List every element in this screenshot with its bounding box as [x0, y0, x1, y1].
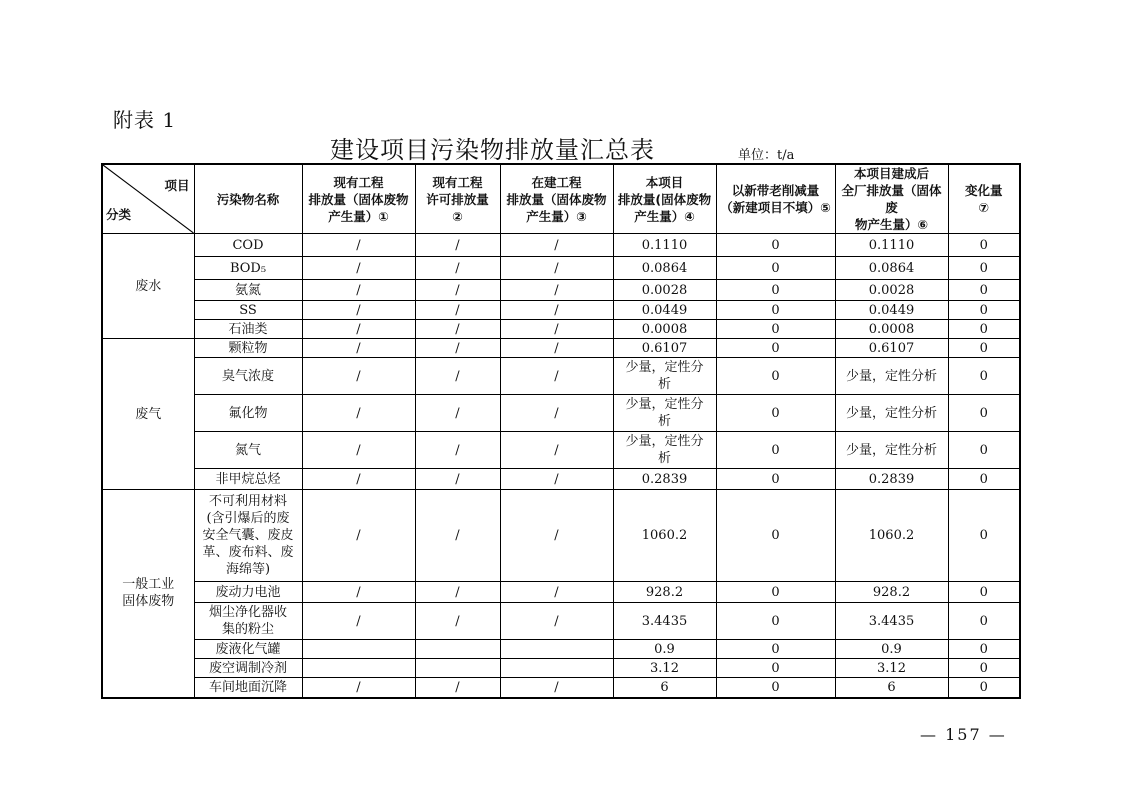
table-cell: 3.12: [613, 659, 716, 678]
table-cell: /: [302, 301, 415, 320]
pollutant-name: 废动力电池: [194, 582, 302, 603]
table-cell: 1060.2: [835, 490, 948, 582]
table-cell: /: [500, 234, 613, 257]
table-cell: /: [500, 339, 613, 358]
table-cell: 0: [948, 234, 1020, 257]
table-cell: 0.9: [613, 640, 716, 659]
table-cell: 0: [716, 603, 835, 640]
table-row: [102, 257, 1020, 280]
header-item-label: 项目: [164, 178, 190, 193]
table-cell: 0: [716, 659, 835, 678]
table-cell: /: [500, 678, 613, 698]
table-cell: 0.0028: [835, 280, 948, 301]
table-cell: 少量，定性分析: [835, 395, 948, 432]
table-cell: /: [500, 280, 613, 301]
table-cell: /: [302, 678, 415, 698]
pollutant-name: 氨氮: [194, 280, 302, 301]
header-existing-emission: 现有工程 排放量（固体废物 产生量）①: [302, 164, 415, 234]
table-cell: 6: [613, 678, 716, 698]
table-cell: /: [302, 339, 415, 358]
table-cell: /: [302, 234, 415, 257]
table-cell: 0: [948, 603, 1020, 640]
pollutant-name: COD: [194, 234, 302, 257]
header-diagonal-cell: [102, 164, 194, 234]
table-cell: 0.0449: [613, 301, 716, 320]
page-number: — 157 —: [920, 725, 1007, 744]
table-cell: [415, 659, 500, 678]
table-cell: [302, 659, 415, 678]
table-row: [102, 358, 1020, 395]
table-cell: 0: [948, 469, 1020, 490]
table-cell: /: [415, 490, 500, 582]
header-reduction: 以新带老削减量 （新建项目不填）⑤: [716, 164, 835, 234]
table-cell: 0.0008: [835, 320, 948, 339]
table-cell: /: [500, 358, 613, 395]
table-cell: 0: [716, 301, 835, 320]
header-pollutant: 污染物名称: [194, 164, 302, 234]
table-cell: /: [415, 395, 500, 432]
table-cell: 0.2839: [613, 469, 716, 490]
appendix-label: 附表 1: [113, 108, 177, 132]
table-cell: /: [500, 603, 613, 640]
table-cell: 0: [948, 358, 1020, 395]
group-waste-gas: 废气: [102, 339, 194, 490]
table-cell: /: [500, 432, 613, 469]
pollutant-summary-table: [101, 163, 1021, 699]
table-cell: 0: [716, 582, 835, 603]
table-cell: /: [500, 490, 613, 582]
table-cell: /: [415, 301, 500, 320]
table-row: [102, 395, 1020, 432]
table-cell: 928.2: [613, 582, 716, 603]
table-cell: /: [500, 582, 613, 603]
table-row: [102, 640, 1020, 659]
table-cell: /: [500, 395, 613, 432]
header-this-project: 本项目 排放量(固体废物 产生量）④: [613, 164, 716, 234]
table-cell: /: [415, 603, 500, 640]
table-cell: /: [302, 320, 415, 339]
table-cell: 0: [716, 469, 835, 490]
pollutant-name: 颗粒物: [194, 339, 302, 358]
table-cell: 0: [948, 280, 1020, 301]
pollutant-name: 氟化物: [194, 395, 302, 432]
table-cell: 928.2: [835, 582, 948, 603]
table-cell: /: [302, 469, 415, 490]
pollutant-name: 不可利用材料 (含引爆后的废 安全气囊、废皮 革、废布料、废 海绵等): [194, 490, 302, 582]
table-cell: 少量，定性分析: [835, 432, 948, 469]
table-cell: /: [500, 469, 613, 490]
table-cell: 0: [948, 301, 1020, 320]
table-cell: /: [302, 395, 415, 432]
table-cell: [500, 640, 613, 659]
table-cell: 0: [716, 234, 835, 257]
table-cell: /: [500, 320, 613, 339]
table-cell: /: [415, 678, 500, 698]
table-cell: /: [415, 339, 500, 358]
table-row: [102, 280, 1020, 301]
header-category-label: 分类: [106, 207, 132, 222]
table-cell: [415, 640, 500, 659]
table-row: [102, 603, 1020, 640]
table-cell: /: [415, 257, 500, 280]
table-cell: 少量，定性分 析: [613, 432, 716, 469]
table-cell: 0: [716, 339, 835, 358]
table-cell: 0: [716, 358, 835, 395]
table-cell: [500, 659, 613, 678]
table-cell: 6: [835, 678, 948, 698]
pollutant-name: 废液化气罐: [194, 640, 302, 659]
table-row: [102, 234, 1020, 257]
table-cell: 0.9: [835, 640, 948, 659]
table-row: [102, 339, 1020, 358]
table-cell: 0.6107: [613, 339, 716, 358]
table-cell: 0: [716, 280, 835, 301]
table-cell: /: [302, 582, 415, 603]
pollutant-name: 石油类: [194, 320, 302, 339]
table-row: [102, 582, 1020, 603]
table-row: [102, 659, 1020, 678]
table-row: [102, 469, 1020, 490]
table-cell: /: [302, 432, 415, 469]
table-row: [102, 678, 1020, 698]
pollutant-name: 氮气: [194, 432, 302, 469]
table-cell: /: [415, 582, 500, 603]
table-cell: 0: [716, 432, 835, 469]
table-cell: /: [415, 432, 500, 469]
table-cell: 3.4435: [835, 603, 948, 640]
table-cell: /: [500, 301, 613, 320]
table-title: 建设项目污染物排放量汇总表: [330, 136, 655, 164]
pollutant-name: BOD₅: [194, 257, 302, 280]
table-cell: 0: [716, 490, 835, 582]
table-cell: /: [302, 280, 415, 301]
table-cell: 0: [948, 640, 1020, 659]
table-cell: /: [302, 358, 415, 395]
pollutant-name: 废空调制冷剂: [194, 659, 302, 678]
header-row: [102, 164, 1020, 234]
table-cell: /: [415, 280, 500, 301]
table-cell: 0: [716, 640, 835, 659]
pollutant-name: 烟尘净化器收 集的粉尘: [194, 603, 302, 640]
table-cell: /: [302, 603, 415, 640]
table-cell: /: [415, 234, 500, 257]
table-cell: 0: [716, 678, 835, 698]
table-cell: [302, 640, 415, 659]
table-cell: /: [500, 257, 613, 280]
group-wastewater: 废水: [102, 234, 194, 339]
pollutant-name: 车间地面沉降: [194, 678, 302, 698]
table-cell: 少量，定性分 析: [613, 395, 716, 432]
table-cell: 0: [948, 490, 1020, 582]
table-cell: 3.12: [835, 659, 948, 678]
table-cell: 0: [948, 659, 1020, 678]
table-cell: /: [415, 358, 500, 395]
table-cell: 0.6107: [835, 339, 948, 358]
header-change: 变化量 ⑦: [948, 164, 1020, 234]
pollutant-name: 臭气浓度: [194, 358, 302, 395]
table-cell: 0: [716, 320, 835, 339]
table-cell: /: [415, 320, 500, 339]
group-solid-waste: 一般工业 固体废物: [102, 490, 194, 698]
table-cell: 0.1110: [835, 234, 948, 257]
table-cell: 0: [948, 582, 1020, 603]
header-plant-total: 本项目建成后 全厂排放量（固体废 物产生量）⑥: [835, 164, 948, 234]
table-cell: 0.0008: [613, 320, 716, 339]
table-cell: 0: [948, 339, 1020, 358]
table-cell: /: [302, 257, 415, 280]
table-cell: 0.2839: [835, 469, 948, 490]
table-cell: 0: [716, 257, 835, 280]
table-cell: 0: [716, 395, 835, 432]
table-cell: 0.0864: [613, 257, 716, 280]
table-cell: /: [415, 469, 500, 490]
table-cell: 0.1110: [613, 234, 716, 257]
table-cell: 0.0028: [613, 280, 716, 301]
table-cell: 0.0864: [835, 257, 948, 280]
pollutant-name: 非甲烷总烃: [194, 469, 302, 490]
table-cell: 0: [948, 678, 1020, 698]
table-row: [102, 490, 1020, 582]
table-cell: /: [302, 490, 415, 582]
unit-label: 单位：t/a: [738, 148, 795, 163]
pollutant-name: SS: [194, 301, 302, 320]
table-cell: 少量，定性分 析: [613, 358, 716, 395]
table-cell: 3.4435: [613, 603, 716, 640]
header-existing-permit: 现有工程 许可排放量 ②: [415, 164, 500, 234]
table-cell: 0.0449: [835, 301, 948, 320]
table-cell: 0: [948, 257, 1020, 280]
table-cell: 少量，定性分析: [835, 358, 948, 395]
table-cell: 0: [948, 395, 1020, 432]
table-cell: 0: [948, 432, 1020, 469]
header-under-construction: 在建工程 排放量（固体废物 产生量）③: [500, 164, 613, 234]
table-row: [102, 320, 1020, 339]
table-cell: 0: [948, 320, 1020, 339]
table-row: [102, 432, 1020, 469]
table-row: [102, 301, 1020, 320]
table-cell: 1060.2: [613, 490, 716, 582]
